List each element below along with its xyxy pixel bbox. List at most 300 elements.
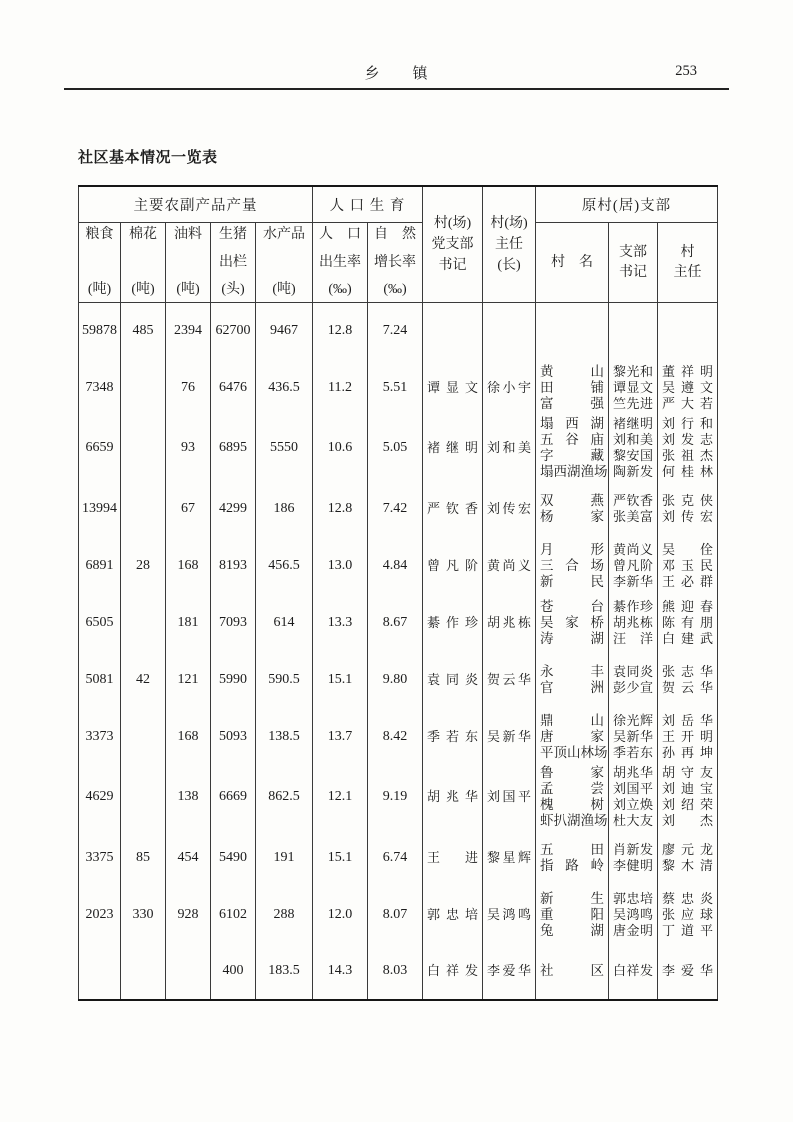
cell-party-secretary [423,537,483,594]
cell-director [483,943,536,1000]
header-line: 支部 [619,244,647,260]
justified-text-line: 张 美 富 [613,508,653,524]
column-header [536,222,609,302]
cell-cotton [121,416,166,480]
justified-text-line: 兔 湖 [540,922,604,938]
cell-village-directors [658,594,718,651]
cell-aquatic: 862.5 [256,765,313,829]
header-line: 村 名 [551,254,593,270]
justified-text-line: 孟 尝 [540,781,604,796]
header-line: 粮食 [85,227,114,242]
justified-text-line: 刘 和 美 [487,440,531,455]
cell-birth-rate: 13.3 [313,594,368,651]
justified-text-line: 熊 迎 春 [662,598,714,614]
justified-text-line: 刘 杰 [662,813,714,828]
cell-birth-rate: 15.1 [313,829,368,886]
justified-text-line: 綦 作 珍 [613,598,653,614]
cell-director [483,829,536,886]
cell-oil: 2394 [166,302,211,359]
justified-text-line: 黄 尚 义 [613,541,653,557]
justified-text-line: 王 必 群 [662,573,714,589]
cell-pigs: 5990 [211,651,256,708]
column-header [609,222,658,302]
justified-text-line: 汪 洋 [613,630,653,646]
cell-aquatic: 9467 [256,302,313,359]
cell-oil: 76 [166,359,211,416]
column-header [658,222,718,302]
cell-aquatic: 5550 [256,416,313,480]
cell-villages [536,537,609,594]
table-row [79,829,718,886]
justified-text-line: 王 进 [427,849,478,865]
cell-village-secretaries [609,416,658,480]
justified-text-line: 永 丰 [540,663,604,679]
justified-text-line: 指 路 岭 [540,857,604,873]
cell-pigs: 400 [211,943,256,1000]
header-line: (吨) [176,282,200,297]
cell-party-secretary [423,886,483,943]
cell-pigs: 5490 [211,829,256,886]
cell-cotton [121,359,166,416]
header-cell-lines [658,241,717,284]
justified-text-line: 谭 显 文 [613,379,653,395]
header-line: 棉花 [129,227,157,242]
cell-party-secretary [423,765,483,829]
header-cell-lines [211,223,255,301]
table-header [79,186,718,302]
cell-aquatic: 183.5 [256,943,313,1000]
header-line: 自 然 [374,227,416,242]
cell-pigs: 6476 [211,359,256,416]
table-row [79,708,718,765]
justified-text-line: 谭 显 文 [427,379,478,395]
justified-text-line: 刘 传 宏 [487,500,531,516]
cell-grain: 3375 [79,829,121,886]
justified-text-line: 贺 云 华 [662,679,714,695]
cell-party-secretary [423,359,483,416]
justified-text-line: 白 祥 发 [427,963,478,978]
justified-text-line: 重 阳 [540,906,604,922]
cell-aquatic: 186 [256,480,313,537]
cell-oil: 93 [166,416,211,480]
header-line: (长) [497,257,521,273]
cell-director [483,302,536,359]
cell-director [483,594,536,651]
cell-party-secretary [423,829,483,886]
cell-village-directors [658,359,718,416]
cell-party-secretary [423,651,483,708]
cell-aquatic: 590.5 [256,651,313,708]
cell-growth-rate: 8.67 [368,594,423,651]
cell-pigs: 62700 [211,302,256,359]
cell-grain: 7348 [79,359,121,416]
cell-cotton: 85 [121,829,166,886]
cell-grain: 6659 [79,416,121,480]
justified-text-line: 吴 佺 [662,541,714,557]
justified-text-line: 五 田 [540,841,604,857]
cell-cotton: 485 [121,302,166,359]
cell-birth-rate: 12.8 [313,480,368,537]
table-row [79,594,718,651]
table-row [79,886,718,943]
cell-village-secretaries [609,537,658,594]
justified-text-line: 吴 鸿 鸣 [613,906,653,922]
justified-text-line: 胡 兆 栋 [487,614,531,630]
table-row [79,651,718,708]
header-line: (头) [221,282,245,297]
header-line: 主任 [673,264,702,280]
table-row [79,765,718,829]
justified-text-line: 吴 家 桥 [540,614,604,630]
justified-text-line: 刘 发 志 [662,432,714,447]
cell-village-secretaries [609,594,658,651]
justified-text-line: 刘 迪 宝 [662,781,714,796]
cell-growth-rate: 9.19 [368,765,423,829]
cell-cotton: 28 [121,537,166,594]
column-header [211,222,256,302]
column-header [423,186,483,302]
justified-text-line: 塌 西 湖 渔 场 [540,464,608,479]
cell-village-directors [658,765,718,829]
cell-village-directors [658,416,718,480]
cell-growth-rate: 8.03 [368,943,423,1000]
cell-director [483,708,536,765]
cell-oil [166,943,211,1000]
cell-aquatic: 191 [256,829,313,886]
cell-village-secretaries [609,651,658,708]
cell-grain: 2023 [79,886,121,943]
justified-text-line: 杨 家 [540,508,604,524]
cell-birth-rate: 12.0 [313,886,368,943]
justified-text-line: 黄 山 [540,363,604,379]
cell-director [483,651,536,708]
column-group-label: 主要农副产品产量 [133,197,258,214]
column-group-header [313,186,423,222]
justified-text-line: 刘 国 平 [613,781,653,796]
cell-villages [536,359,609,416]
cell-oil: 138 [166,765,211,829]
header-cell-lines [536,251,608,274]
table-row [79,302,718,359]
cell-village-secretaries [609,943,658,1000]
cell-growth-rate: 5.51 [368,359,423,416]
justified-text-line: 五 谷 庙 [540,432,604,447]
justified-text-line: 陈 有 朋 [662,614,714,630]
column-header [121,222,166,302]
cell-growth-rate: 5.05 [368,416,423,480]
cell-growth-rate: 9.80 [368,651,423,708]
justified-text-line: 鲁 家 [540,765,604,780]
cell-village-secretaries [609,480,658,537]
justified-text-line: 新 民 [540,573,604,589]
justified-text-line: 槐 树 [540,797,604,812]
cell-village-directors [658,708,718,765]
header-sub-row [79,222,718,302]
header-cell-lines [423,211,482,278]
header-cell-lines [79,223,120,301]
justified-text-line: 袁 同 炎 [427,671,478,687]
cell-village-directors [658,480,718,537]
justified-text-line: 严 钦 香 [613,492,653,508]
column-group-label: 人 口 生 育 [329,197,406,214]
table-row [79,480,718,537]
justified-text-line: 王 开 明 [662,728,714,744]
cell-grain: 6891 [79,537,121,594]
cell-village-directors [658,943,718,1000]
cell-village-secretaries [609,708,658,765]
justified-text-line: 贺 云 华 [487,671,531,687]
cell-oil: 168 [166,708,211,765]
justified-text-line: 曾 凡 阶 [427,557,478,573]
cell-party-secretary [423,302,483,359]
justified-text-line: 苍 台 [540,598,604,614]
cell-director [483,765,536,829]
cell-aquatic: 288 [256,886,313,943]
justified-text-line: 李 爱 华 [487,963,531,978]
cell-cotton [121,480,166,537]
justified-text-line: 黎 光 和 [613,363,653,379]
header-cell-lines [121,223,165,301]
cell-villages [536,480,609,537]
justified-text-line: 黎 安 国 [613,448,653,463]
justified-text-line: 刘 行 和 [662,416,714,431]
column-header [79,222,121,302]
justified-text-line: 竺 先 进 [613,395,653,411]
header-cell-lines [166,223,210,301]
justified-text-line: 刘 和 美 [613,432,653,447]
justified-text-line: 虾 扒 湖 渔 场 [540,813,608,828]
header-line: 主任 [495,236,523,252]
justified-text-line: 田 铺 [540,379,604,395]
justified-text-line: 丁 道 平 [662,922,714,938]
justified-text-line: 白 建 武 [662,630,714,646]
cell-growth-rate: 4.84 [368,537,423,594]
cell-pigs: 6669 [211,765,256,829]
cell-oil: 454 [166,829,211,886]
cell-birth-rate: 11.2 [313,359,368,416]
cell-village-secretaries [609,359,658,416]
justified-text-line: 富 强 [540,395,604,411]
cell-village-directors [658,829,718,886]
justified-text-line: 褚 继 明 [427,440,478,455]
cell-villages [536,416,609,480]
column-header [256,222,313,302]
justified-text-line: 唐 家 [540,728,604,744]
cell-pigs: 6102 [211,886,256,943]
cell-cotton [121,765,166,829]
justified-text-line: 黎 木 清 [662,857,714,873]
cell-grain: 3373 [79,708,121,765]
justified-text-line: 季 若 东 [427,728,478,744]
justified-text-line: 董 祥 明 [662,363,714,379]
cell-cotton [121,594,166,651]
cell-oil: 168 [166,537,211,594]
cell-birth-rate: 13.0 [313,537,368,594]
cell-aquatic: 138.5 [256,708,313,765]
cell-cotton: 330 [121,886,166,943]
page-number: 253 [675,63,697,79]
justified-text-line: 胡 守 友 [662,765,714,780]
justified-text-line: 张 志 华 [662,663,714,679]
justified-text-line: 刘 绍 荣 [662,797,714,812]
column-header [166,222,211,302]
header-line: 人 口 [319,227,361,242]
cell-villages [536,886,609,943]
cell-director [483,416,536,480]
header-line: (吨) [87,282,112,297]
cell-pigs: 7093 [211,594,256,651]
cell-villages [536,708,609,765]
cell-cotton [121,708,166,765]
column-group-header [79,186,313,222]
header-cell-lines [368,223,422,301]
table-row [79,943,718,1000]
justified-text-line: 月 形 [540,541,604,557]
cell-grain: 5081 [79,651,121,708]
justified-text-line: 郭 忠 培 [613,890,653,906]
column-group-label: 原村(居)支部 [581,197,672,214]
cell-oil: 181 [166,594,211,651]
cell-birth-rate: 12.8 [313,302,368,359]
justified-text-line: 吴 新 华 [487,728,531,744]
justified-text-line: 严 钦 香 [427,500,478,516]
justified-text-line: 涛 湖 [540,630,604,646]
justified-text-line: 李 爱 华 [662,963,714,978]
justified-text-line: 李 新 华 [613,573,653,589]
cell-villages [536,765,609,829]
header-cell-lines [609,241,657,284]
header-line: 出栏 [219,254,247,270]
cell-village-secretaries [609,302,658,359]
column-header [313,222,368,302]
cell-birth-rate: 13.7 [313,708,368,765]
cell-pigs: 6895 [211,416,256,480]
cell-aquatic: 614 [256,594,313,651]
header-cell-lines [313,223,367,301]
justified-text-line: 吴 遵 文 [662,379,714,395]
justified-text-line: 刘 岳 华 [662,712,714,728]
justified-text-line: 吴 新 华 [613,728,653,744]
justified-text-line: 鼎 山 [540,712,604,728]
cell-birth-rate: 10.6 [313,416,368,480]
header-line: (吨) [131,282,155,297]
cell-villages [536,302,609,359]
cell-village-directors [658,537,718,594]
table-row [79,416,718,480]
cell-party-secretary [423,480,483,537]
justified-text-line: 白 祥 发 [613,963,653,978]
justified-text-line: 字 藏 [540,448,604,463]
running-head: 乡 镇 [364,66,429,82]
justified-text-line: 黄 尚 义 [487,557,531,573]
cell-aquatic: 436.5 [256,359,313,416]
justified-text-line: 塌 西 湖 [540,416,604,431]
justified-text-line: 刘 国 平 [487,789,531,804]
cell-director [483,537,536,594]
header-line: 增长率 [374,254,416,270]
header-line: 油料 [174,227,202,242]
header-line: 村(场) [490,215,528,231]
header-cell-lines [483,211,535,278]
cell-villages [536,943,609,1000]
cell-birth-rate: 15.1 [313,651,368,708]
table-title: 社区基本情况一览表 [78,149,218,166]
justified-text-line: 胡 兆 华 [613,765,653,780]
header-line: 水产品 [263,227,305,242]
cell-director [483,359,536,416]
community-table [78,185,718,1001]
justified-text-line: 官 洲 [540,679,604,695]
justified-text-line: 徐 小 宇 [487,379,531,395]
cell-oil: 121 [166,651,211,708]
column-group-header [536,186,718,222]
cell-pigs: 4299 [211,480,256,537]
cell-grain: 6505 [79,594,121,651]
justified-text-line: 张 应 球 [662,906,714,922]
header-line: (‰) [328,282,352,297]
justified-text-line: 胡 兆 华 [427,789,478,804]
justified-text-line: 何 桂 林 [662,464,714,479]
cell-village-directors [658,651,718,708]
justified-text-line: 黎 星 辉 [487,849,531,865]
column-header [483,186,536,302]
cell-village-directors [658,886,718,943]
cell-growth-rate: 8.42 [368,708,423,765]
header-cell-lines [256,223,312,301]
header-line: 出生率 [319,254,361,270]
justified-text-line: 褚 继 明 [613,416,653,431]
header-line: (吨) [272,282,296,297]
justified-text-line: 三 合 场 [540,557,604,573]
justified-text-line: 胡 兆 栋 [613,614,653,630]
justified-text-line: 吴 鸿 鸣 [487,906,531,922]
cell-pigs: 8193 [211,537,256,594]
justified-text-line: 邓 玉 民 [662,557,714,573]
cell-villages [536,829,609,886]
cell-growth-rate: 7.42 [368,480,423,537]
justified-text-line: 杜 大 友 [613,813,653,828]
justified-text-line: 唐 金 明 [613,922,653,938]
cell-party-secretary [423,594,483,651]
justified-text-line: 张 克 侠 [662,492,714,508]
justified-text-line: 李 健 明 [613,857,653,873]
header-line: 生猪 [219,227,247,242]
justified-text-line: 徐 光 辉 [613,712,653,728]
header-line: (‰) [383,282,407,297]
cell-director [483,886,536,943]
justified-text-line: 平 顶 山 林 场 [540,744,608,760]
justified-text-line: 季 若 东 [613,744,653,760]
header-line: 书记 [619,264,647,280]
cell-director [483,480,536,537]
justified-text-line: 袁 同 炎 [613,663,653,679]
cell-birth-rate: 12.1 [313,765,368,829]
cell-oil: 928 [166,886,211,943]
cell-growth-rate: 8.07 [368,886,423,943]
cell-birth-rate: 14.3 [313,943,368,1000]
table-row [79,537,718,594]
cell-village-secretaries [609,886,658,943]
cell-cotton: 42 [121,651,166,708]
cell-party-secretary [423,943,483,1000]
justified-text-line: 曾 凡 阶 [613,557,653,573]
justified-text-line: 陶 新 发 [613,464,653,479]
header-line: 村 [680,244,695,260]
cell-village-secretaries [609,829,658,886]
justified-text-line: 蔡 忠 炎 [662,890,714,906]
justified-text-line: 严 大 若 [662,395,714,411]
header-line: 党支部 [431,236,474,252]
